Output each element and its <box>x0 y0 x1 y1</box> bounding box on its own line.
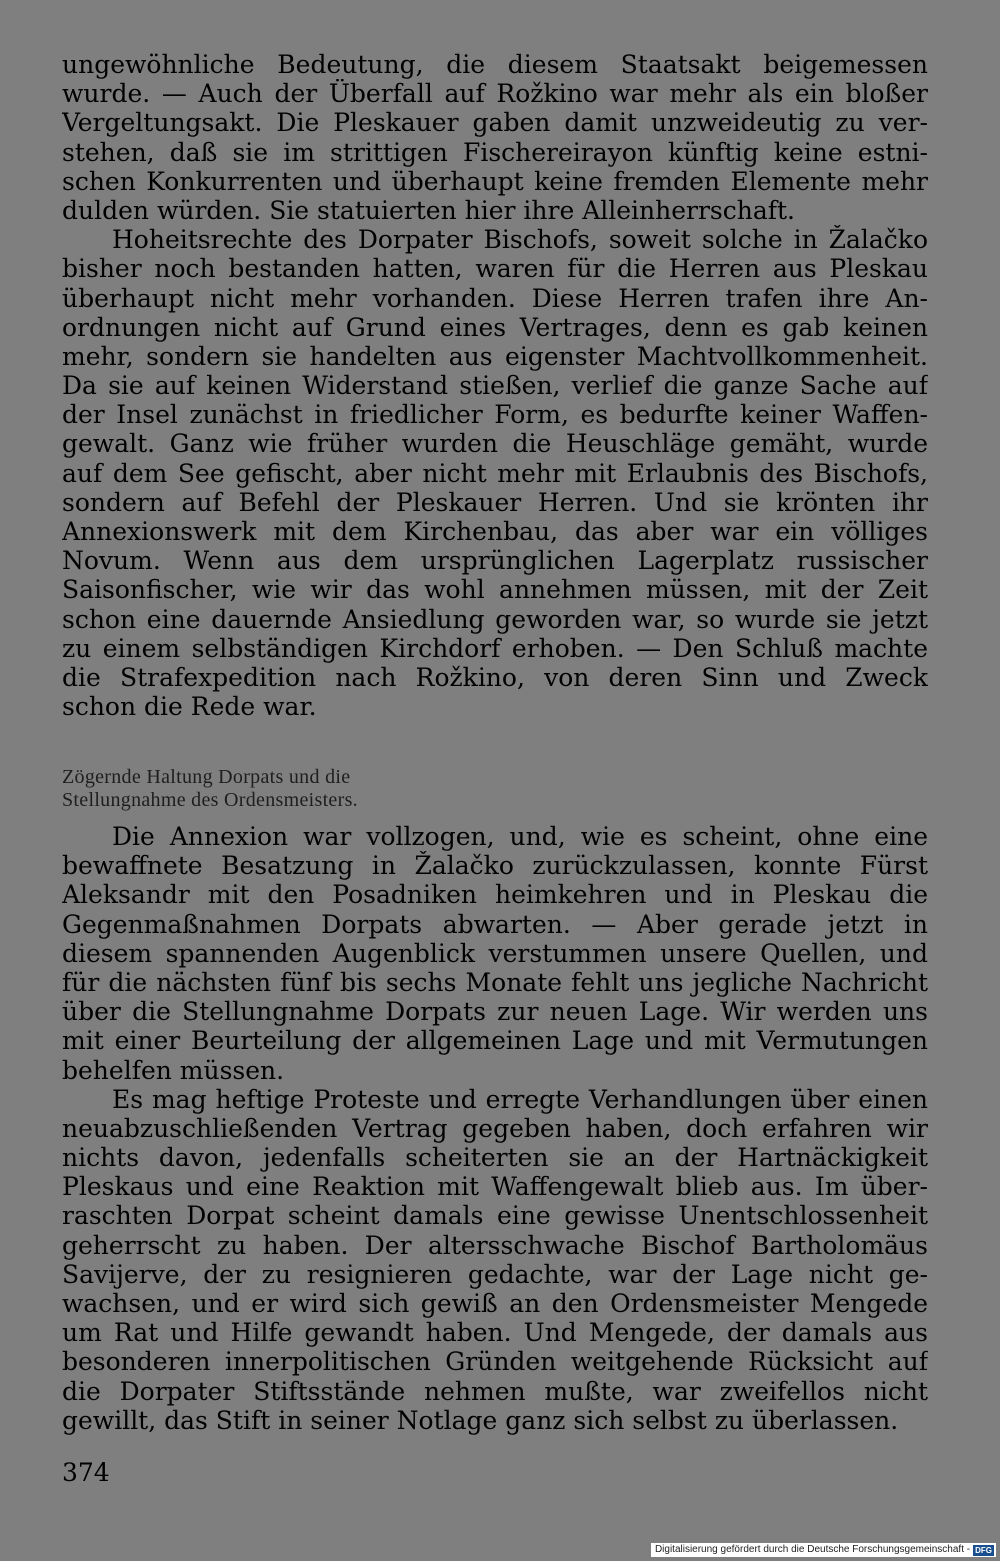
text-line: Die Annexion war vollzogen, und, wie es scheint, ohne eine <box>112 822 928 851</box>
text-line: Novum. Wenn aus dem ursprünglichen Lagerplatz russischer <box>62 546 928 576</box>
text-line: um Rat und Hilfe gewandt haben. Und Mengede, der damals aus <box>62 1318 928 1348</box>
text-line: auf dem See gefischt, aber nicht mehr mit Erlaubnis des Bischofs, <box>62 458 928 488</box>
text-line: gewalt. Ganz wie früher wurden die Heuschläge gemäht, wurde <box>62 429 928 459</box>
text-line: geherrscht zu haben. Der altersschwache Bischof Bartholomäus <box>62 1230 928 1260</box>
text-line: bisher noch bestanden hatten, waren für die Herren aus Pleskau <box>62 254 928 284</box>
section-heading-line-1: Zögernde Haltung Dorpats und die <box>62 766 351 788</box>
paragraph <box>62 225 928 721</box>
text-line: die Strafexpedition nach Rožkino, von deren Sinn und Zweck <box>62 662 928 692</box>
text-line: überhaupt nicht mehr vorhanden. Diese Herren trafen ihre An- <box>62 283 928 313</box>
text-line: wachsen, und er wird sich gewiß an den Ordensmeister Mengede <box>62 1289 928 1318</box>
text-block-bottom <box>62 822 928 1435</box>
text-line: mit einer Beurteilung der allgemeinen Lage und mit Vermutungen <box>62 1026 928 1056</box>
text-line: wurde. — Auch der Überfall auf Rožkino war mehr als ein bloßer <box>62 79 928 109</box>
text-line: für die nächsten fünf bis sechs Monate fehlt uns jegliche Nachricht <box>62 967 928 997</box>
text-block-top <box>62 50 928 721</box>
text-line: mehr, sondern sie handelten aus eigenster Machtvollkommenheit. <box>62 341 928 371</box>
text-line: neuabzuschließenden Vertrag gegeben haben, doch erfahren wir <box>62 1113 928 1143</box>
paragraph <box>62 1085 928 1435</box>
text-line: schon eine dauernde Ansiedlung geworden war, so wurde sie jetzt <box>62 604 928 634</box>
dfg-logo: DFG <box>975 1545 992 1555</box>
text-line: behelfen müssen. <box>62 1055 285 1085</box>
text-line: Vergeltungsakt. Die Pleskauer gaben damit unzweideutig zu ver- <box>62 108 928 138</box>
text-line: Saisonfischer, wie wir das wohl annehmen müssen, mit der Zeit <box>62 575 928 605</box>
text-line: über die Stellungnahme Dorpats zur neuen Lage. Wir werden uns <box>62 997 928 1027</box>
section-heading <box>62 766 358 812</box>
text-line: Aleksandr mit den Posadniken heimkehren und in Pleskau die <box>62 880 928 910</box>
text-line: ordnungen nicht auf Grund eines Vertrages, denn es gab keinen <box>62 312 928 342</box>
text-line: sondern auf Befehl der Pleskauer Herren. Und sie krönten ihr <box>62 487 928 517</box>
paragraph <box>62 822 928 1085</box>
text-line: schon die Rede war. <box>62 692 317 722</box>
text-line: schen Konkurrenten und überhaupt keine fremden Elemente mehr <box>62 166 928 196</box>
text-line: Gegenmaßnahmen Dorpats abwarten. — Aber gerade jetzt in <box>62 909 928 939</box>
text-line: Da sie auf keinen Widerstand stießen, verlief die ganze Sache auf <box>62 371 928 401</box>
footer-credit-text: Digitalisierung gefördert durch die Deutsche Forschungsgemeinschaft - <box>654 1544 971 1555</box>
text-line: stehen, daß sie im strittigen Fischereirayon künftig keine estni- <box>62 137 928 167</box>
text-line: Pleskaus und eine Reaktion mit Waffengewalt blieb aus. Im über- <box>62 1172 928 1202</box>
text-line: nichts davon, jedenfalls scheiterten sie an der Hartnäckigkeit <box>62 1143 928 1173</box>
text-line: gewillt, das Stift in seiner Notlage ganz sich selbst zu überlassen. <box>62 1405 899 1435</box>
text-line: dulden würden. Sie statuierten hier ihre Alleinherrschaft. <box>62 195 796 225</box>
text-line: raschten Dorpat scheint damals eine gewisse Unentschlossenheit <box>62 1201 928 1231</box>
text-line: die Dorpater Stiftsstände nehmen mußte, war zweifellos nicht <box>62 1376 928 1406</box>
page-number: 374 <box>62 1458 110 1487</box>
text-line: zu einem selbständigen Kirchdorf erhoben. — Den Schluß machte <box>62 633 928 663</box>
section-heading-line-2: Stellungnahme des Ordensmeisters. <box>62 789 358 811</box>
text-line: ungewöhnliche Bedeutung, die diesem Staatsakt beigemessen <box>62 50 928 79</box>
digitization-credit-footer <box>651 1543 996 1557</box>
text-line: diesem spannenden Augenblick verstummen unsere Quellen, und <box>62 938 928 968</box>
text-line: Hoheitsrechte des Dorpater Bischofs, soweit solche in Žalačko <box>112 225 928 255</box>
paragraph <box>62 50 928 225</box>
text-line: Es mag heftige Proteste und erregte Verhandlungen über einen <box>112 1084 928 1114</box>
text-line: bewaffnete Besatzung in Žalačko zurückzulassen, konnte Fürst <box>62 851 928 881</box>
text-line: Annexionswerk mit dem Kirchenbau, das aber war ein völliges <box>62 517 928 546</box>
text-line: der Insel zunächst in friedlicher Form, es bedurfte keiner Waffen- <box>62 400 928 430</box>
text-line: besonderen innerpolitischen Gründen weitgehende Rücksicht auf <box>62 1347 928 1377</box>
text-line: Savijerve, der zu resignieren gedachte, war der Lage nicht ge- <box>62 1259 928 1289</box>
